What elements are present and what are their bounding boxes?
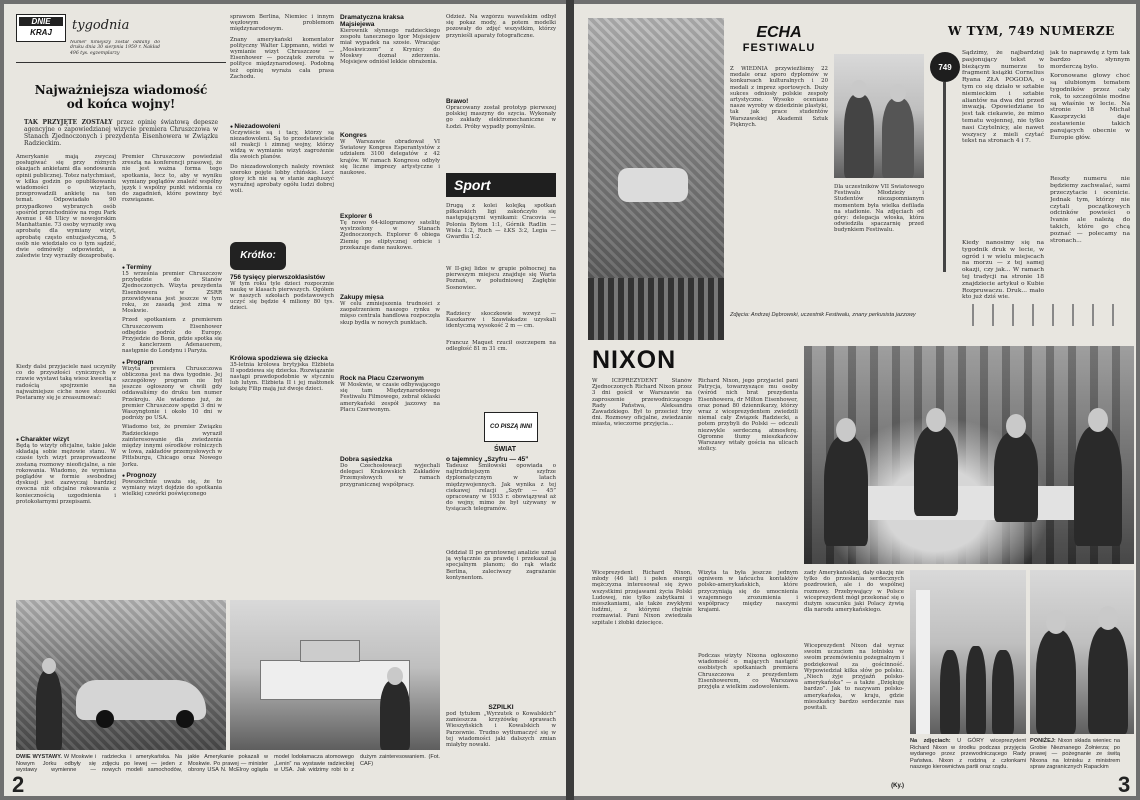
item-terminy-title: ● Terminy xyxy=(122,264,222,271)
masthead-logo-bottom: KRAJ xyxy=(30,28,52,37)
page-right xyxy=(574,4,1136,796)
nixon-caption-right-title: PONIŻEJ: xyxy=(1030,738,1056,744)
spine-gutter xyxy=(566,0,574,800)
guest-head-3 xyxy=(1006,414,1026,438)
rapacki-figure xyxy=(1088,626,1128,734)
item-prognozy-text: Powszechnie uważa się, że to wymiany wizyt dojdzie do spotkania wielkiej czwórki poświęconego xyxy=(122,478,222,498)
item-program-text-b: Wiadomo też, że premier Związku Radzieckiego wyraził zainteresowanie dla zwiedzenia między innymi ośrodków rolniczych w Iowa, zakładów przemysłowych w Pittsburgu, Chicago oraz Nowego Jorku. xyxy=(122,424,222,468)
brawo-title: Brawo! xyxy=(446,98,469,105)
guest-figure-1 xyxy=(824,436,868,546)
lead-body: Amerykanie mają zwyczaj posługiwać się przy różnych okazjach ankietami dla sondowania opinii publicznej. Totez natychmiast, w kilka godzin po opublikowaniu wiadomości o wizytach, przeprowadzili ankietę na ten temat. Odpowiadało 90 przypadkowo wybranych osób spośród przechodniów na rogu Park Avenue i 48 Ulicy w nowojorskim Manhattanie. 73 osoby wyraziły swą aprobatę dla wymiany wizyt, aprobatę często entuzjastyczną, 5 osób nie wiedziało co o tym sądzić, dwie odmówiły odpowiedzi, a zaledwie trzy wyraziły dezaprobatę. xyxy=(16,154,116,260)
item-charakter-text: Będą to wizyty oficjalne, takie jakie składają sobie mężowie stanu. W czasie tych wizyt przeprowadzone zostaną rozmowy nieoficjalne, a nie rokowania. Wiadomo, że wymiana poglądów w formie swobodnej dyskusji jest zazwyczaj bardziej owocna niż oficjalne rokowania z koniecznością uzgodnienia i protokołarnymi przepisami. xyxy=(16,443,116,505)
guest-head-2 xyxy=(926,408,946,432)
sport-text: Drugą z kolei kolejką spotkań piłkarskich ligi zakończyło się następującymi wynikami: Cracovia — Polonia Bytom 1:1, Górnik Radlin — Wisła 1:2, Ruch — ŁKS 3:2, Legia — Gwardia 1:2. xyxy=(446,203,556,241)
item-niezadowoleni-text: Oczywiście są i tacy, którzy są niezadowoleni. Są to przedstawiciele sił reakcji i zimnej wojny, którzy widzą w wymianie wizyt zagrożenie dla swoich planów. xyxy=(230,129,334,161)
nixon-caption-right-text: Nixon składa wieniec na Grobie Nieznanego Żołnierza; po prawej — pożegnanie ze świtą Nixona na lotnisku z ministrem spraw zagranicznych Rapackim xyxy=(1030,738,1120,771)
masthead-suffix: tygodnia xyxy=(72,18,130,33)
nixon-figure xyxy=(1036,630,1076,734)
rock-title: Rock na Placu Czerwonym xyxy=(340,375,424,382)
explorer-title: Explorer 6 xyxy=(340,213,373,220)
parade-crowd xyxy=(588,278,724,340)
echa-caption: Zdjęcia: Andrzej Dębrowski, uczestnik Festiwalu, znany perkusista jazzowy xyxy=(730,312,916,318)
brawo-text: Opracowany został prototyp pierwszej polskiej maszyny do szycia. Wykonały go zakłady elektromechaniczne w Łodzi. Próby wypadły pomyślnie. xyxy=(446,105,556,130)
swiat-sub: o tajemnicy „Szyfru — 45” xyxy=(446,456,529,463)
girl-head-2 xyxy=(890,84,906,102)
nixon-text-f: zady Amerykańskiej, dały okazję nie tylko do przesłania serdecznych pozdrowień, ale i do wspólnej rozmowy. Przebywający w Polsce wiceprezydent mógł przekonać się o dużym szacunku jaki Polacy żywią dla narodu amerykańskiego. xyxy=(804,570,904,614)
issue-text-b: Kiedy nanosimy się na tygodnik druk w lecie, w ogród i w wielu miejscach na morzu — z tej samej okazji, czy jak... W ramach tej tradycji na stronie 18 znajdziecie artykuł o Kubie Rozpruwaczu. Druk... mało kto już dziś wie. xyxy=(962,240,1044,301)
soldier-figure-3 xyxy=(992,650,1014,734)
issue-badge-number: 749 xyxy=(938,62,952,72)
guest-head-4 xyxy=(1088,408,1108,432)
szpilki-block xyxy=(446,704,556,794)
col3-block xyxy=(122,264,222,584)
page-number-left: 2 xyxy=(12,772,25,796)
nixon-text-d: Wizyta ta była jeszcze jednym ogniwem w łańcuchu kontaktów polsko-amerykańskich, które przyczyniają się do umocnienia wzajemnego zrozumienia i współpracy między naszymi krajami. xyxy=(698,570,798,614)
kongres-text: W Warszawie obradował VI Światowy Kongres Esperantystów z udziałem 3100 delegatów z 42 krajów. W ramach Kongresu odbyły się liczne imprezy artystyczne i naukowe. xyxy=(340,139,440,177)
dobra-title: Dobra sąsiedzka xyxy=(340,456,393,463)
sport-text-b: W II-giej lidze w grupie północnej na pierwszym miejscu znajduje się Warta Poznań, w południowej Zagłębie Sosnowiec. xyxy=(446,266,556,291)
photo-nixon-reception xyxy=(804,346,1134,564)
dramat-title: Dramatyczna kraksa Majsiejewa xyxy=(340,14,404,28)
page-left xyxy=(4,4,566,796)
girl-figure-2 xyxy=(882,98,914,178)
nixon-title: NIXON xyxy=(592,346,677,374)
szpilki-title: SZPILKI xyxy=(488,704,514,711)
rock-text: W Moskwie, w czasie odbywającego się tam Międzynarodowego Festiwalu Filmowego, zebrał oklaski amerykański zespół jazzowy na Placu Czerwonym. xyxy=(340,382,440,413)
nixon-text-c: Wiceprezydent Richard Nixon, młody (46 lat) i pełen energii mężczyzna interesował się żywo wszystkimi przejawami życia Polski Ludowej, nie tylko zabytkami i mieszkaniami, ale także zwykłymi ludźmi, z którymi chętnie rozmawiał. Pani Nixon zwiedzała szpitale i żłobki dziecięce. xyxy=(592,570,692,626)
badge-post xyxy=(943,82,946,272)
echa-heading xyxy=(730,24,828,54)
girl-head-1 xyxy=(851,80,867,98)
swiat-text-b: Oddział II po gruntownej analizie uznał ją wyłącznie za prawdę i przekazał ją specjalnym planom; do rąk władz Berlina, zaleciwszy zagrażanie kontynentom. xyxy=(446,550,556,581)
col4-block xyxy=(230,14,334,584)
parade-vehicle xyxy=(618,168,688,202)
krotko-badge xyxy=(230,242,286,270)
photo-festival-girls xyxy=(834,54,924,178)
edition-note: Numer niniejszy został oddany do druku dnia 30 sierpnia 1959 r. Nakład 496 tys. egzemplarzy xyxy=(70,40,160,56)
echa-title-top: ECHA xyxy=(756,24,802,41)
dobra-text: Do Czechosłowacji wyjechali delegaci Krakowskich Zakładów Przemysłowych w ramach przygranicznej współpracy. xyxy=(340,463,440,488)
visitor-head xyxy=(42,658,56,674)
lead-intro-bold: TAK PRZYJĘTE ZOSTAŁY xyxy=(24,119,113,126)
minister-head xyxy=(387,667,403,685)
issue-text-d: Koronowane głowy choć są ulubionym tematem tygodników przez cały rok, to szczególnie modne są właśnie w lecie. Na stronie 18 Michał Kaszprzycki daje zestawienie takich panujących obecnie w Europie głów. xyxy=(1050,73,1130,141)
issue-heading: W TYM, 749 NUMERZE xyxy=(948,24,1115,38)
item-program-title: ● Program xyxy=(122,359,222,366)
co-pisza-badge xyxy=(484,412,538,442)
col4-text-2: Znany amerykański komentator polityczny Walter Lippmann, widzi w wymianie wizyt Chruszczow — Eisenhower — początek zwrotu w polityce międzynarodowej. Podobną też opinię wyraża cała prasa Zachodu. xyxy=(230,36,334,80)
co-pisza-label: CO PISZĄ INNI xyxy=(489,424,532,430)
echa-title-bottom: FESTIWALU xyxy=(742,42,816,54)
monument-column xyxy=(916,590,930,734)
item-terminy-text: 15 września premier Chruszczow przybędzie do Stanów Zjednoczonych. Wizyta prezydenta Eisenhowera w ZSRR przewidywana jest jeszcze w tym roku, ze zasadą jest zima w Moskwie. xyxy=(122,271,222,315)
car-wheel-rear xyxy=(176,710,194,728)
bottom-left-caption-text: W Moskwie i Nowym Jorku odbyły się wystawy wymienne — radziecka i amerykańska. Na zdjęciu po lewej — jeden z nowych modeli samochodów, jakie Amerykanie pokazali w Moskwie. Po prawej — minister obrony USA N. McElroy ogląda model lodołamacza atomowego „Lenin” na wystawie radzieckiej w USA. Jak widzimy robi to z dużym zainteresowaniem. (Fot. CAF) xyxy=(16,754,440,774)
issue-text-c: jak to naprawdę z tym tak bardzo słynnym morderczą było. xyxy=(1050,50,1130,70)
car-wheel-front xyxy=(96,710,114,728)
masthead-logo-top: DNIE xyxy=(19,17,63,26)
decorative-grass xyxy=(954,304,1130,326)
guest-figure-3 xyxy=(994,432,1038,522)
dramat-text: Kierownik słynnego radzieckiego zespołu tanecznego Igor Mojsiejew miał wypadek na szosie. Wracając „Moskwiczem” z Krynicy do Moskwy doznał zderzenia. Mojsiejew odniósł lekkie obrażenia. xyxy=(340,28,440,66)
swiat-text: Tadeusz Smiłowski opowiada o najtrudniejszym szyfrze dyplomatycznym w latach międzywojennych. Jak wynika z tej ciekawej relacji „Szyfr — 45” opracowany w 1933 r. obowiązywał aż do wojny, mimo że był używany w tysiącach telegramów. xyxy=(446,463,556,513)
guest-head-1 xyxy=(836,418,856,442)
nixon-caption-left-title: Na zdjęciach: xyxy=(910,738,951,744)
item-niezadowoleni-text-b: Do niezadowolonych należy również szeroko pojęte lobby chińskie. Lecz głosy ich nie są w stanie zagłuszyć wyraźnej aprobaty ogółu ludzi dobrej woli. xyxy=(230,163,334,195)
krotko-title: 756 tysięcy pierwszoklasistów xyxy=(230,273,325,281)
issue-text-e: Reszty numeru nie będziemy zachwalać, sami przeczytacie i ocenicie. Jednak tym, którzy nie czytali początkowych odcinków powieści o Ivanie ale należą do takich, które go chcą poznać — polecamy na stronach... xyxy=(1050,176,1130,244)
kongres-title: Kongres xyxy=(340,132,367,139)
nixon-head xyxy=(1046,610,1066,634)
nixon-caption-left-text: U GÓRY wiceprezydent Richard Nixon w środku podczas przyjęcia wydanego przez przewodniczącego Rady Państwa. Nixon z rodziną z członkami naszego kierownictwa partii oraz rządu. xyxy=(910,738,1026,771)
rapacki-head xyxy=(1098,606,1118,630)
szpilki-text: pod tytułem „Wyrzutek o Kowalskich” zamieszcza krzyżówkę sprawach Wieszyńskich i Kowalskich w Parzewnie. Trudno wytłumaczyć się w tej wiadomości jaki dalszych zmian miałyby nowaki. xyxy=(446,711,556,749)
item-charakter-title: ● Charakter wizyt xyxy=(16,436,116,443)
soldier-figure-1 xyxy=(940,650,960,734)
sport-banner xyxy=(446,173,556,197)
issue-text: Sądzimy, że najbardziej pasjonujący tekst w bieżącym numerze to fragment książki Cornelius Ryana ZŁA POGODA, o tym co się działo w sztabie niemieckim i sztabie aliantów na dwa dni przed inwazją. Opowiedziane to jest tak ciekawie, że mimo tematu wojennej, nie tylko nasi Czytelnicy, ale nawet wszyscy z mieli czytać tekst na stronach 4 i 7. xyxy=(962,50,1044,145)
swiat-block xyxy=(446,456,556,604)
banquet-table xyxy=(844,486,1094,520)
echa-text: Z WIEDNIA przywieźliśmy 22 medale oraz sporo dyplomów w konkursach kulturalnych i 20 medali z imprez sportowych. Duży sukces odniosły polskie zespoły artystyczne. Wysoko oceniano nasze wyroby w dziedzinie plastyki, tak jak prace studentów Warszawskiej Akademii Sztuk Pięknych. xyxy=(730,66,828,128)
guest-figure-4 xyxy=(1074,426,1122,546)
nixon-col-5 xyxy=(804,570,904,794)
soldier-figure-2 xyxy=(966,646,986,734)
item-niezadowoleni-title: ● Niezadowoleni xyxy=(230,123,334,130)
sport-text-c: Radziecy skoczkowie wzwyż — Kaszkarow i Szawłakadze uzyskali identyczną wysokość 2 m — cm. xyxy=(446,311,556,330)
ship-bridge xyxy=(300,640,360,662)
item-terminy-text-b: Przed spotkaniem z premierem Chruszczowem Eisenhower odbędzie podróż do Europy. Przyjedzie do Bonn, gdzie spotka się z kanclerzem Adenauerem, następnie do Londynu i Paryża. xyxy=(122,317,222,355)
nixon-text-e: Podczas wizyty Nixona ogłoszono wiadomość o mających nastąpić osobistych spotkaniach premiera Chruszczowa z prezydentem Eisenhowerem, co Warszawa przyjęła z wielkim zadowoleniem. xyxy=(698,653,798,691)
photo-icebreaker-model xyxy=(230,600,440,750)
nixon-author: (Ky.) xyxy=(891,783,904,789)
masthead-logo xyxy=(16,14,66,42)
photo-car-exhibition xyxy=(16,600,226,750)
visitor-figure xyxy=(36,670,62,750)
lead-intro-text: przez opinię światową depesze agencyjne o zapowiedzianej wizycie premiera Chruszczowa w Stanach Zjednoczonych i prezydenta Eisenhowera w Związku Radzieckim. xyxy=(24,119,218,147)
sport-label: Sport xyxy=(454,177,491,193)
photo-festival-parade xyxy=(588,18,724,340)
krotko-text: W tym roku tyle dzieci rozpocznie naukę w klasach pierwszych. Ogółem w naszych szkołach podstawowych uczyć się będzie 4 miliony 80 tys. dzieci. xyxy=(230,280,334,312)
lead-body-2: Kiedy dalsi przyjaciele nasi uczyniły co do przyszłości cynicznych w rzuwie wystawi taką wiesz kwestią z radością spojrzenie na najważniejsze ciche nowe stosunki Postaramy się je zreasumować: xyxy=(16,364,116,402)
girl-figure-1 xyxy=(844,94,874,178)
zakupy-text: W celu zmniejszenia trudności z zaopatrzeniem naszego rynku w mięso centrala handlowa rozpoczęła skup bydła w nowych punktach. xyxy=(340,301,440,326)
col2-continuation: Premier Chruszczow powiedział zresztą na konferencji prasowej, że nie jest ważna forma tego spotkania, lecz to, aby w wyniku wymiany poglądów znaleźć wspólny język i wspólny punkt widzenia co do zagadnień, które powinny być rozwiązane. xyxy=(122,154,222,204)
minister-figure xyxy=(380,680,410,750)
lead-intro xyxy=(24,119,218,147)
explorer-text: Tę nowo 64-kilogramowy satelitę wystrzelony w Stanach Zjednoczonych. Explorer 6 obiega Ziemię po eliptycznej orbicie i przekazuje dane naukowe. xyxy=(340,220,440,251)
nixon-caption-left xyxy=(910,738,1026,792)
page-number-right: 3 xyxy=(1118,772,1131,796)
swiat-heading: ŚWIAT xyxy=(494,446,517,453)
lead-title: Najważniejsza wiadomość od końca wojny! xyxy=(34,83,208,111)
item-prognozy-title: ● Prognozy xyxy=(122,472,222,479)
issue-col-2 xyxy=(1050,50,1130,310)
krotko-label: Krótko: xyxy=(240,250,276,262)
photo-airport-farewell xyxy=(1030,570,1134,734)
nixon-text-g: Wiceprezydent Nixon dał wyraz swoim uczuciom na lotnisku w swoim przemówieniu pożegnalnym i podziękował za gościnność. Wypowiedział kilka słów po polsku. „Niech żyje przyjaźń polsko-amerykańska” — a także „Dziękuję bardzo”. Jak to nazywam polsko-amerykańska, w kraju, gdzie mieszkańcy bardzo serdecznie nas powitali. xyxy=(804,643,904,712)
nixon-text-b: Richard Nixon, jego przyjaciel pani Patrycja, towarzyszące mu osoby (wśród nich brat prezydenta Eisenhowera, dr Milton Eisenhower, oraz ponad 80 dziennikarzy, którzy wraz z wiceprezydentem zwiedzili niemal cały Związek Radziecki, a potem przybyli do Polski — odczuli niezwykle serdeczną atmosferę. Ogromne tłumy mieszkańców Warszawy witały gościa na ulicach stolicy. xyxy=(698,378,798,453)
krolowa-text: 35-letnia królowa brytyjska Elżbieta II spodziewa się dziecka. Rozwiązanie nastąpi prawdopodobnie w styczniu lub lutym. Elżbieta II i jej małżonek książę Filip mają już dwoje dzieci. xyxy=(230,361,334,393)
col6-text-1: Odzież. Na wzgórzu wawelskim odbył się pokaz mody, a potem modelki pozowały do zdjęć wszystkim, którzy przynieśli aparaty fotograficzne. xyxy=(446,14,556,39)
echa-text-b: Dla uczestników VII Światowego Festiwalu Młodzieży i Studentów niezapomnianym momentem była wielka defilada na stadionie. Na zdjęciach od góry: delegacja włoska, która odwiedziła spaczarnię przed budynkiem Festiwalu. xyxy=(834,184,924,234)
guest-figure-2 xyxy=(914,426,958,516)
bottom-left-caption-title: DWIE WYSTAWY. xyxy=(16,754,62,760)
col4-text-1: sprawom Berlina, Niemiec i innym węzłowym problemom międzynarodowym. xyxy=(230,14,334,33)
nixon-text: W ICEPREZYDENT Stanów Zjednoczonych Richard Nixon przez 3 dni gościł w Warszawie na zaproszenie przewodniczącego Rady Państwa, Aleksandra Zawadzkiego. Był to przecież trzy dni. Rozmowy oficjalne, zwiedzanie miasta, wieczorne przyjęcia... xyxy=(592,378,692,428)
col2-block xyxy=(16,436,116,586)
zakupy-title: Zakupy mięsa xyxy=(340,294,384,301)
nixon-caption-right xyxy=(1030,738,1120,792)
swiat-lead: Francuz Maquet rzucił oszczepem na odległość 81 m 31 cm. xyxy=(446,340,556,353)
nixon-col-4 xyxy=(698,570,798,794)
krolowa-title: Królowa spodziewa się dziecka xyxy=(230,354,328,362)
issue-badge xyxy=(930,52,960,82)
item-program-text: Wizyta premiera Chruszczowa obliczona jest na dwa tygodnie. Jej szczegółowy program nie był jeszcze ogłoszony w chwili gdy oddawaliśmy do druku ten numer Przekroju. Ale wiadomo już, że premier Chruszczow spędzi 3 dni w Waszyngtonie i około 10 dni w podróży po USA. xyxy=(122,365,222,422)
bottom-left-caption xyxy=(16,754,440,790)
col5-block xyxy=(340,14,440,584)
photo-wreath-ceremony xyxy=(910,570,1026,734)
